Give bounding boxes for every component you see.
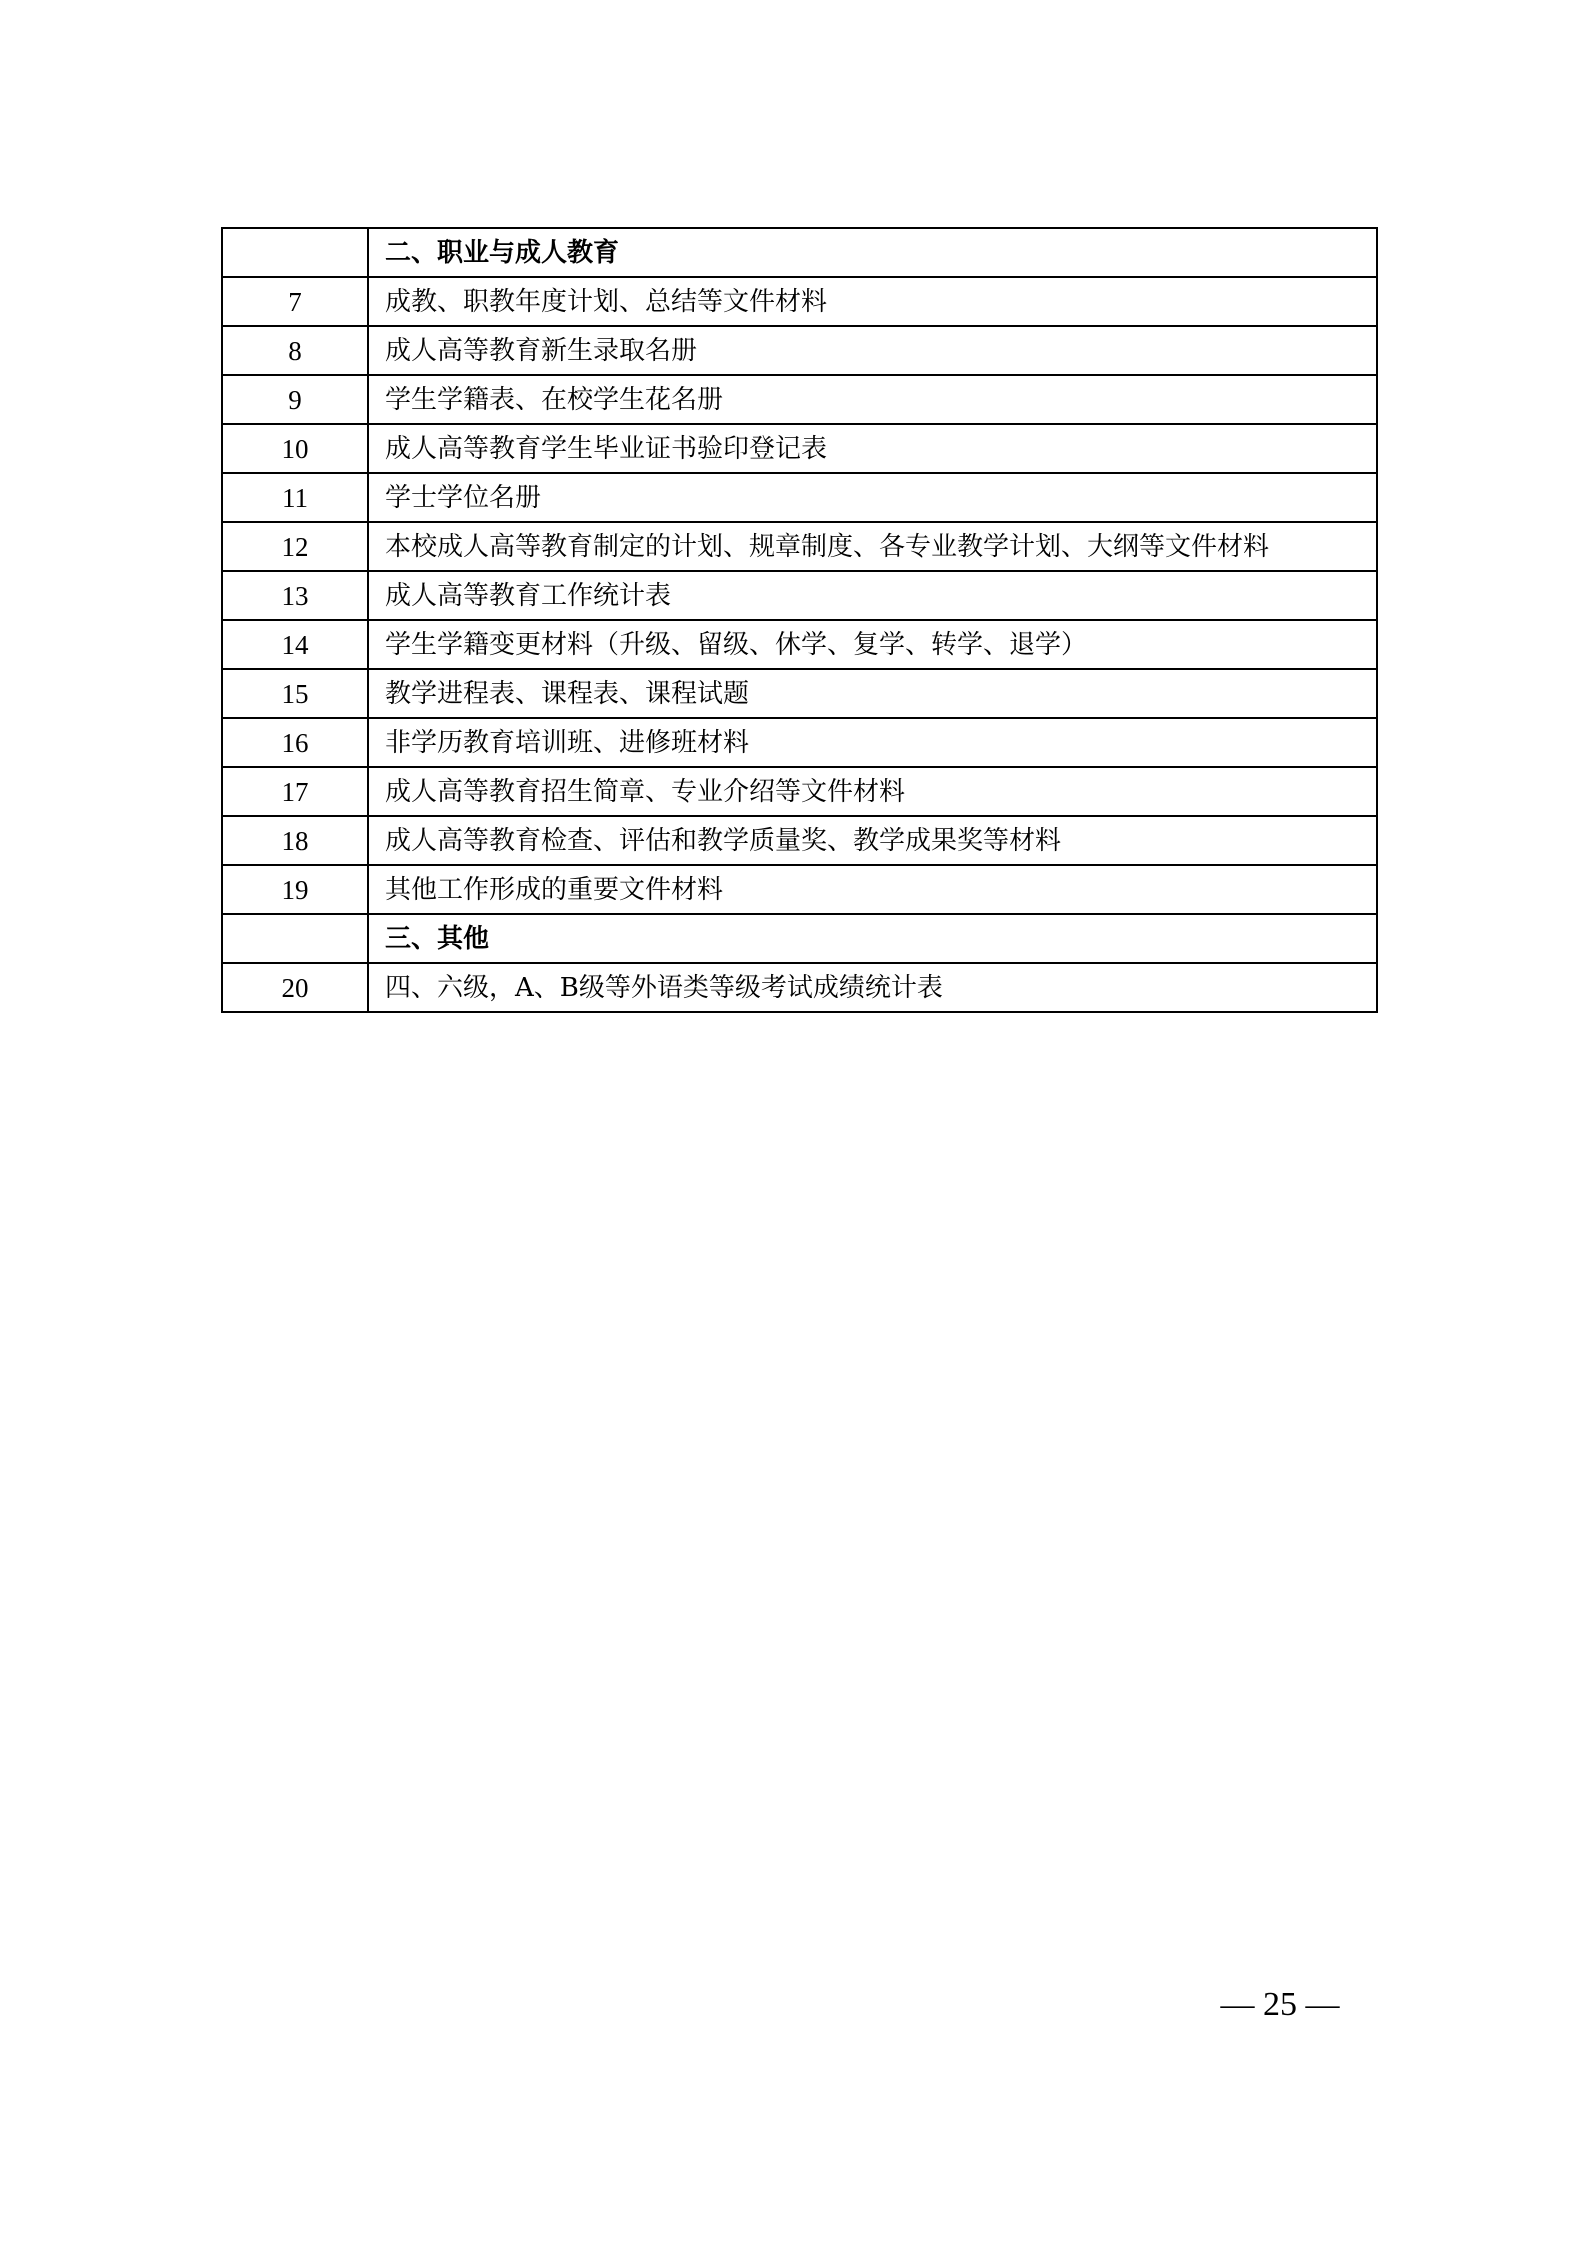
table-row bbox=[222, 522, 1377, 571]
item-description-cell: 其他工作形成的重要文件材料 bbox=[368, 865, 1377, 914]
page-number: — 25 — bbox=[1220, 1986, 1340, 2023]
row-number-cell: 17 bbox=[222, 767, 368, 816]
item-description-cell: 成人高等教育招生简章、专业介绍等文件材料 bbox=[368, 767, 1377, 816]
row-number-cell: 10 bbox=[222, 424, 368, 473]
section-header-row bbox=[222, 228, 1377, 277]
table-row bbox=[222, 424, 1377, 473]
section-title-cell: 三、其他 bbox=[368, 914, 1377, 963]
row-number-cell bbox=[222, 228, 368, 277]
item-description-cell: 四、六级，A、B级等外语类等级考试成绩统计表 bbox=[368, 963, 1377, 1012]
row-number-cell: 7 bbox=[222, 277, 368, 326]
table-row bbox=[222, 669, 1377, 718]
table-row bbox=[222, 767, 1377, 816]
table-row bbox=[222, 865, 1377, 914]
row-number-cell: 18 bbox=[222, 816, 368, 865]
table-row bbox=[222, 473, 1377, 522]
item-description-cell: 学生学籍表、在校学生花名册 bbox=[368, 375, 1377, 424]
table-row bbox=[222, 277, 1377, 326]
item-description-cell: 成人高等教育工作统计表 bbox=[368, 571, 1377, 620]
row-number-cell: 12 bbox=[222, 522, 368, 571]
table-row bbox=[222, 963, 1377, 1012]
section-header-row bbox=[222, 914, 1377, 963]
table-row bbox=[222, 718, 1377, 767]
item-description-cell: 本校成人高等教育制定的计划、规章制度、各专业教学计划、大纲等文件材料 bbox=[368, 522, 1377, 571]
row-number-cell: 15 bbox=[222, 669, 368, 718]
table-row bbox=[222, 620, 1377, 669]
archive-table bbox=[221, 227, 1378, 1013]
row-number-cell: 11 bbox=[222, 473, 368, 522]
row-number-cell: 8 bbox=[222, 326, 368, 375]
row-number-cell: 13 bbox=[222, 571, 368, 620]
item-description-cell: 教学进程表、课程表、课程试题 bbox=[368, 669, 1377, 718]
item-description-cell: 成人高等教育检查、评估和教学质量奖、教学成果奖等材料 bbox=[368, 816, 1377, 865]
row-number-cell: 16 bbox=[222, 718, 368, 767]
row-number-cell: 9 bbox=[222, 375, 368, 424]
row-number-cell bbox=[222, 914, 368, 963]
archive-table-body bbox=[222, 228, 1377, 1012]
section-title-cell: 二、职业与成人教育 bbox=[368, 228, 1377, 277]
item-description-cell: 学生学籍变更材料（升级、留级、休学、复学、转学、退学） bbox=[368, 620, 1377, 669]
row-number-cell: 20 bbox=[222, 963, 368, 1012]
row-number-cell: 14 bbox=[222, 620, 368, 669]
table-row bbox=[222, 375, 1377, 424]
table-row bbox=[222, 326, 1377, 375]
item-description-cell: 非学历教育培训班、进修班材料 bbox=[368, 718, 1377, 767]
item-description-cell: 学士学位名册 bbox=[368, 473, 1377, 522]
item-description-cell: 成人高等教育新生录取名册 bbox=[368, 326, 1377, 375]
item-description-cell: 成人高等教育学生毕业证书验印登记表 bbox=[368, 424, 1377, 473]
table-row bbox=[222, 571, 1377, 620]
item-description-cell: 成教、职教年度计划、总结等文件材料 bbox=[368, 277, 1377, 326]
table-row bbox=[222, 816, 1377, 865]
row-number-cell: 19 bbox=[222, 865, 368, 914]
